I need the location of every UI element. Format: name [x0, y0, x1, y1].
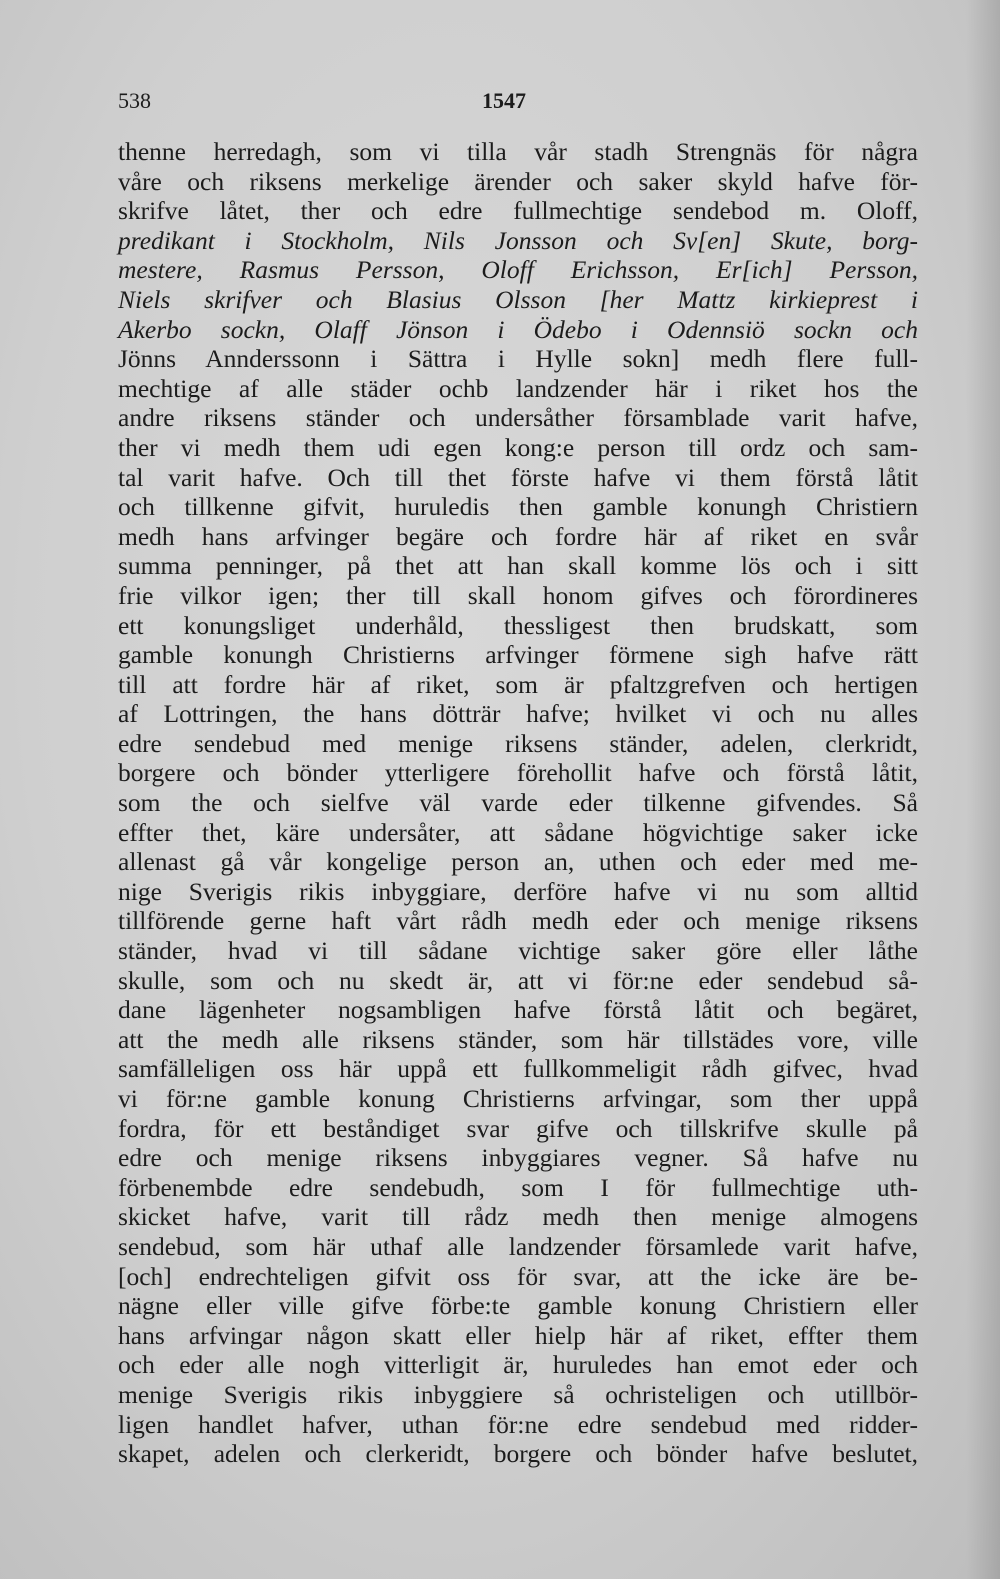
page-number: 538	[118, 88, 151, 113]
text-line: skapet, adelen och clerkeridt, borgere och bönder hafve beslutet,	[118, 1439, 918, 1469]
text-line: samfälleligen oss här uppå ett fullkommeligit rådh gifvec, hvad	[118, 1054, 918, 1084]
text-line: Niels skrifver och Blasius Olsson [her Mattz kirkieprest i	[118, 284, 918, 314]
text-line: ständer, hvad vi till sådane vichtige saker göre eller låthe	[118, 936, 918, 966]
text-line: skicket hafve, varit till rådz medh then menige almogens	[118, 1202, 918, 1232]
text-line: och tillkenne gifvit, huruledis then gamble konungh Christiern	[118, 492, 918, 522]
text-line: effter thet, käre undersåter, att sådane högvichtige saker icke	[118, 817, 918, 847]
text-line: skrifve låtet, ther och edre fullmechtige sendebod m. Oloff,	[118, 196, 918, 226]
text-line: och eder alle nogh vitterligit är, huruledes han emot eder och	[118, 1350, 918, 1380]
text-line: till att fordre här af riket, som är pfaltzgrefven och hertigen	[118, 669, 918, 699]
text-line: tal varit hafve. Och till thet förste hafve vi them förstå låtit	[118, 462, 918, 492]
text-line: ligen handlet hafver, uthan för:ne edre sendebud med ridder-	[118, 1409, 918, 1439]
body-text	[118, 137, 918, 1469]
text-line: tillförende gerne haft vårt rådh medh eder och menige riksens	[118, 906, 918, 936]
text-line: våre och riksens merkelige ärender och saker skyld hafve för-	[118, 166, 918, 196]
text-line: som the och sielfve väl varde eder tilkenne gifvendes. Så	[118, 788, 918, 818]
text-line: hans arfvingar någon skatt eller hielp här af riket, effter them	[118, 1320, 918, 1350]
text-line: skulle, som och nu skedt är, att vi för:ne eder sendebud så-	[118, 965, 918, 995]
text-line: nägne eller ville gifve förbe:te gamble konung Christiern eller	[118, 1291, 918, 1321]
text-line: frie vilkor igen; ther till skall honom gifves och förordineres	[118, 580, 918, 610]
text-line: ther vi medh them udi egen kong:e person till ordz och sam-	[118, 432, 918, 462]
text-line: mechtige af alle städer ochb landzender här i riket hos the	[118, 373, 918, 403]
text-line: allenast gå vår kongelige person an, uthen och eder med me-	[118, 847, 918, 877]
text-line: dane lägenheter nogsambligen hafve förstå låtit och begäret,	[118, 995, 918, 1025]
page-edge-shadow	[966, 0, 1000, 1579]
text-line: borgere och bönder ytterligere förehollit hafve och förstå låtit,	[118, 758, 918, 788]
text-line: fordra, för ett beståndiget svar gifve och tillskrifve skulle på	[118, 1113, 918, 1143]
text-line: af Lottringen, the hans dötträr hafve; hvilket vi och nu alles	[118, 699, 918, 729]
text-line: nige Sverigis rikis inbyggiare, derföre hafve vi nu som alltid	[118, 876, 918, 906]
text-line: sendebud, som här uthaf alle landzender församlede varit hafve,	[118, 1231, 918, 1261]
text-line: ett konungsliget underhåld, thessligest then brudskatt, som	[118, 610, 918, 640]
text-line: medh hans arfvinger begäre och fordre här af riket en svår	[118, 521, 918, 551]
page-header	[0, 88, 1000, 118]
text-line: Jönns Annderssonn i Sättra i Hylle sokn] medh flere full-	[118, 344, 918, 374]
text-line: thenne herredagh, som vi tilla vår stadh Strengnäs för några	[118, 137, 918, 166]
text-line: edre sendebud med menige riksens ständer, adelen, clerkridt,	[118, 728, 918, 758]
text-line: Akerbo sockn, Olaff Jönson i Ödebo i Odennsiö sockn och	[118, 314, 918, 344]
text-line: mestere, Rasmus Persson, Oloff Erichsson, Er[ich] Persson,	[118, 255, 918, 285]
text-line: predikant i Stockholm, Nils Jonsson och Sv[en] Skute, borg-	[118, 225, 918, 255]
text-line: gamble konungh Christierns arfvinger förmene sigh hafve rätt	[118, 640, 918, 670]
text-line: andre riksens ständer och undersåther församblade varit hafve,	[118, 403, 918, 433]
text-line: edre och menige riksens inbyggiares vegner. Så hafve nu	[118, 1143, 918, 1173]
text-line: menige Sverigis rikis inbyggiere så ochristeligen och utillbör-	[118, 1379, 918, 1409]
text-line: vi för:ne gamble konung Christierns arfvingar, som ther uppå	[118, 1084, 918, 1113]
text-line: förbenembde edre sendebudh, som I för fullmechtige uth-	[118, 1172, 918, 1202]
text-line: att the medh alle riksens ständer, som här tillstädes vore, ville	[118, 1024, 918, 1054]
page-year-heading: 1547	[482, 88, 526, 113]
text-line: [och] endrechteligen gifvit oss för svar, att the icke äre be-	[118, 1261, 918, 1291]
text-line: summa penninger, på thet att han skall komme lös och i sitt	[118, 551, 918, 581]
